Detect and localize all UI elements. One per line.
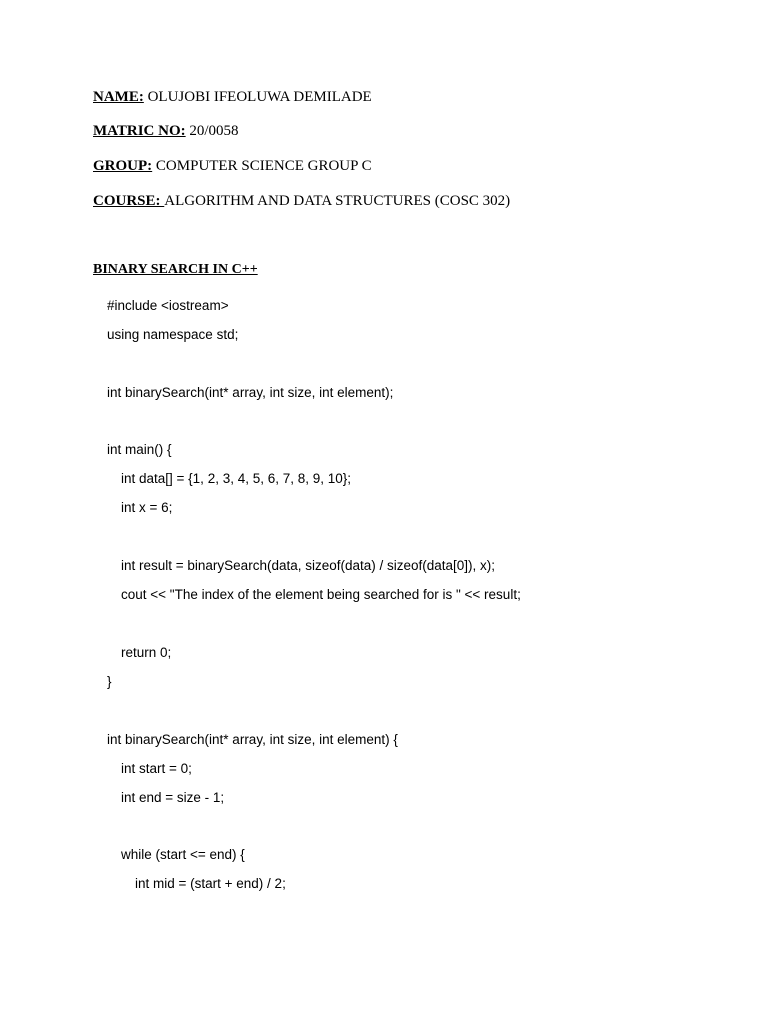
code-line: int binarySearch(int* array, int size, int element); xyxy=(107,385,394,400)
code-line: #include <iostream> xyxy=(107,298,229,313)
code-line: int end = size - 1; xyxy=(121,790,225,805)
course-label: COURSE: xyxy=(93,193,165,209)
course-line xyxy=(93,192,510,210)
name-value: OLUJOBI IFEOLUWA DEMILADE xyxy=(143,89,372,105)
group-label: GROUP: xyxy=(93,158,153,174)
code-line: using namespace std; xyxy=(107,327,239,342)
code-line: return 0; xyxy=(121,645,172,660)
code-line: int mid = (start + end) / 2; xyxy=(135,876,286,891)
code-line: int result = binarySearch(data, sizeof(data) / sizeof(data[0]), x); xyxy=(121,558,496,573)
code-line: while (start <= end) { xyxy=(121,847,245,862)
matric-value: 20/0058 xyxy=(185,123,239,139)
group-line xyxy=(93,157,372,175)
section-title: BINARY SEARCH IN C++ xyxy=(93,262,258,277)
code-line: int main() { xyxy=(107,442,172,457)
code-line: } xyxy=(107,674,112,689)
matric-number-line xyxy=(93,122,239,140)
code-line: int binarySearch(int* array, int size, int element) { xyxy=(107,732,398,747)
code-line: int data[] = {1, 2, 3, 4, 5, 6, 7, 8, 9, 10}; xyxy=(121,471,352,486)
code-line: int x = 6; xyxy=(121,500,173,515)
code-line: cout << "The index of the element being searched for is " << result; xyxy=(121,587,521,602)
name-label: NAME: xyxy=(93,89,144,105)
course-value: ALGORITHM AND DATA STRUCTURES (COSC 302) xyxy=(164,193,511,209)
code-line: int start = 0; xyxy=(121,761,192,776)
student-name-line xyxy=(93,88,372,106)
matric-label: MATRIC NO: xyxy=(93,123,186,139)
group-value: COMPUTER SCIENCE GROUP C xyxy=(152,158,372,174)
